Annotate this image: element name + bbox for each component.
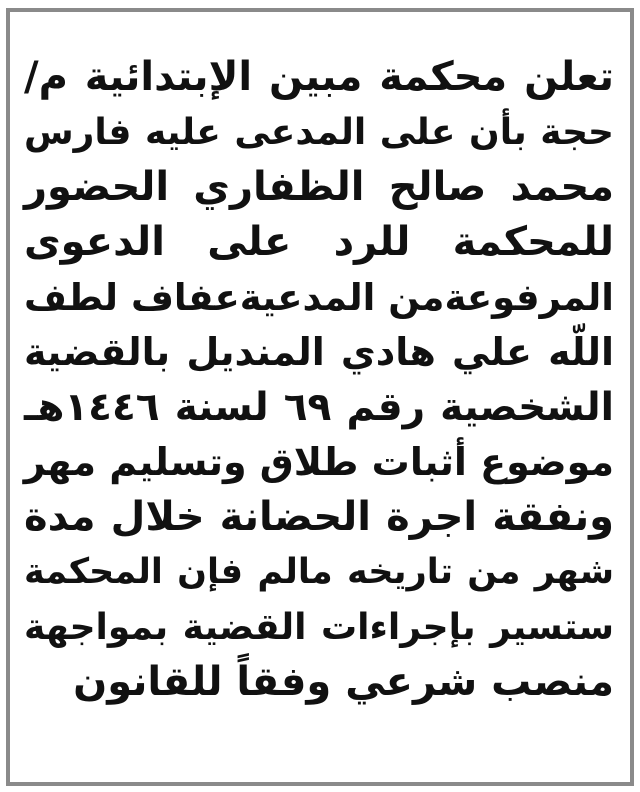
notice-line-2: حجة بأن على المدعى عليه فارس <box>24 112 614 153</box>
notice-line-5: المرفوعةمن المدعيةعفاف لطف <box>24 276 614 319</box>
notice-line-9: ونفقة اجرة الحضانة خلال مدة <box>24 494 614 540</box>
notice-line-6: اللّه علي هادي المنديل بالقضية <box>24 330 614 374</box>
court-notice-body <box>24 50 614 710</box>
notice-line-11: ستسير بإجراءات القضية بمواجهة <box>24 607 614 648</box>
notice-line-12: منصب شرعي وفقاً للقانون <box>73 659 614 705</box>
notice-line-7: الشخصية رقم ٦٩ لسنة ١٤٤٦هـ <box>24 385 614 430</box>
notice-line-1: تعلن محكمة مبين الإبتدائية م/ <box>24 54 614 100</box>
notice-line-3: محمد صالح الظفاري الحضور <box>24 164 614 210</box>
notice-line-10: شهر من تاريخه مالم فإن المحكمة <box>24 552 614 592</box>
notice-line-4: للمحكمة للرد على الدعوى <box>24 219 614 265</box>
notice-line-8: موضوع أثبات طلاق وتسليم مهر <box>23 440 614 484</box>
